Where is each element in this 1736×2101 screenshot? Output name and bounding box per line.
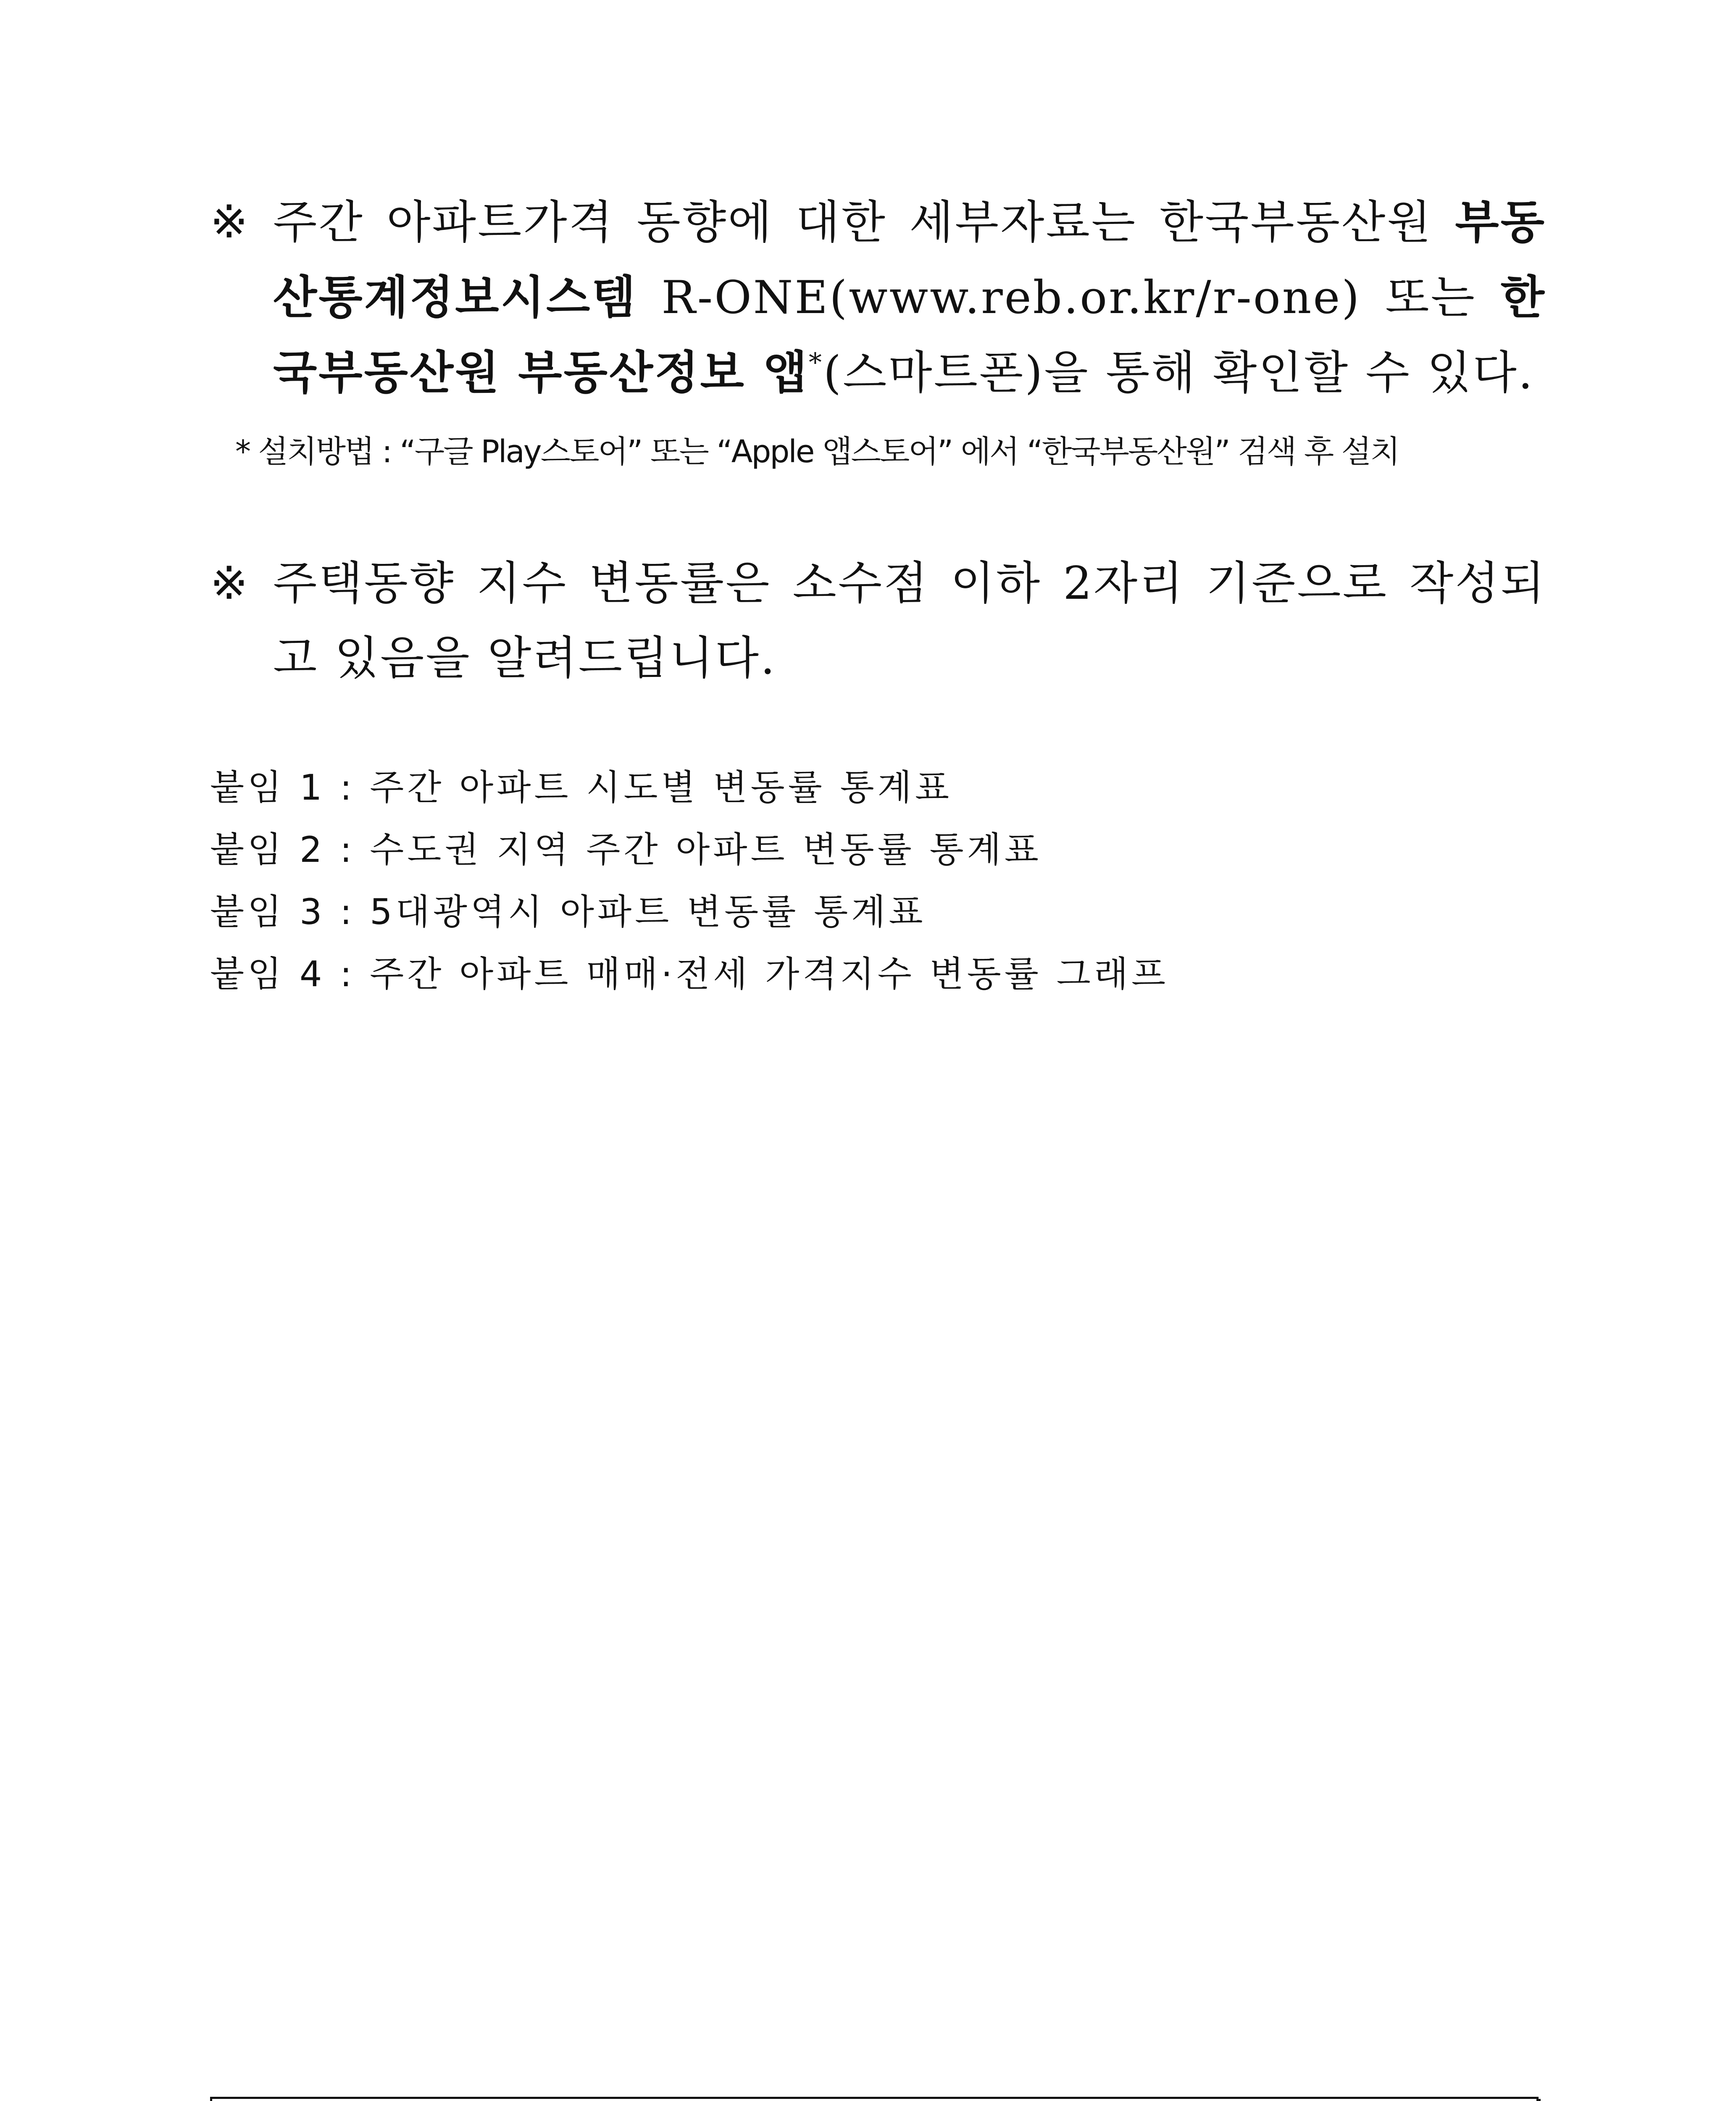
note-rounding — [210, 546, 1546, 696]
contact-box — [210, 2097, 1539, 2101]
reference-mark: ※ — [210, 557, 250, 610]
note-rounding-text: 주택동향 지수 변동률은 소수점 이하 2자리 기준으로 작성되고 있음을 알려드립니다. — [273, 557, 1546, 685]
reb-app-name: 한국부동산원 부동산정보 앱 — [273, 271, 1546, 399]
note-text-part: (스마트폰)을 통해 확인할 수 있다. — [823, 347, 1534, 399]
attachment-list — [210, 756, 1555, 1005]
note-text-part: 주간 아파트가격 동향에 대한 세부자료는 한국부동산원 — [273, 196, 1455, 249]
note-detailed-data — [210, 185, 1546, 411]
footnote-marker: * — [808, 347, 823, 378]
reference-mark: ※ — [210, 196, 250, 248]
attachment-item: 붙임 2 : 수도권 지역 주간 아파트 변동률 통계표 — [210, 829, 1042, 870]
r-one-system-name: 부동산통계정보시스템 — [273, 196, 1546, 324]
attachment-item: 붙임 4 : 주간 아파트 매매·전세 가격지수 변동률 그래프 — [210, 953, 1169, 995]
install-footnote: * 설치방법 : “구글 Play스토어” 또는 “Apple 앱스토어” 에서 “한국부동산원” 검색 후 설치 — [235, 434, 1399, 470]
attachment-item: 붙임 3 : 5대광역시 아파트 변동률 통계표 — [210, 891, 926, 932]
attachment-item: 붙임 1 : 주간 아파트 시도별 변동률 통계표 — [210, 767, 952, 808]
note-text-part: R-ONE(www.reb.or.kr/r-one) 또는 — [637, 271, 1501, 324]
note-detailed-data-text — [273, 185, 1546, 411]
